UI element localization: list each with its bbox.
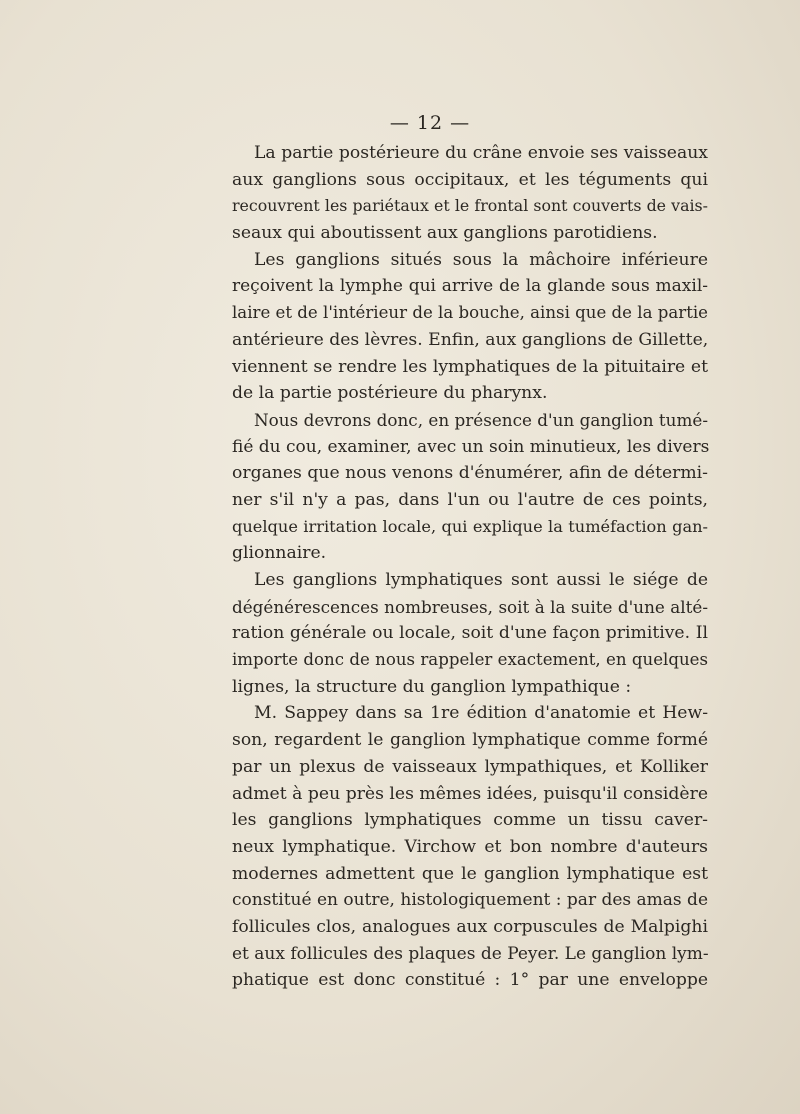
text-line: Les ganglions situés sous la mâchoire inférieure xyxy=(254,249,708,270)
text-line: modernes admettent que le ganglion lymphatique est xyxy=(232,863,708,884)
text-line: viennent se rendre les lymphatiques de la pituitaire et xyxy=(232,356,708,377)
text-line: reçoivent la lymphe qui arrive de la glande sous maxil- xyxy=(232,276,708,297)
text-line: seaux qui aboutissent aux ganglions parotidiens. xyxy=(232,223,658,244)
text-line: de la partie postérieure du pharynx. xyxy=(232,383,548,404)
text-line: aux ganglions sous occipitaux, et les téguments qui xyxy=(232,169,708,190)
text-line: quelque irritation locale, qui explique la tuméfaction gan- xyxy=(232,516,708,536)
page-number: — 12 — xyxy=(389,112,471,134)
text-line: recouvrent les pariétaux et le frontal sont couverts de vais- xyxy=(232,196,708,216)
text-line: par un plexus de vaisseaux lympathiques, et Kolliker xyxy=(232,756,708,777)
text-line: M. Sappey dans sa 1re édition d'anatomie et Hew- xyxy=(254,703,708,724)
text-line: dégénérescences nombreuses, soit à la suite d'une alté- xyxy=(232,596,708,617)
text-line: les ganglions lymphatiques comme un tissu caver- xyxy=(232,810,708,831)
text-line: ner s'il n'y a pas, dans l'un ou l'autre de ces points, xyxy=(232,489,708,510)
text-line: son, regardent le ganglion lymphatique comme formé xyxy=(232,730,708,751)
text-line: glionnaire. xyxy=(232,543,327,564)
text-line: admet à peu près les mêmes idées, puisqu'il considère xyxy=(232,783,708,804)
text-line: neux lymphatique. Virchow et bon nombre d'auteurs xyxy=(232,836,708,857)
text-line: importe donc de nous rappeler exactement, en quelques xyxy=(232,650,708,670)
text-line: follicules clos, analogues aux corpuscules de Malpighi xyxy=(232,916,708,937)
text-line: fié du cou, examiner, avec un soin minutieux, les divers xyxy=(232,436,710,457)
text-line: La partie postérieure du crâne envoie ses vaisseaux xyxy=(254,143,708,163)
text-line: constitué en outre, histologiquement : par des amas de xyxy=(232,890,708,911)
text-line: organes que nous venons d'énumérer, afin de détermi- xyxy=(232,463,708,484)
text-line: phatique est donc constitué : 1° par une enveloppe xyxy=(232,970,708,991)
text-line: ration générale ou locale, soit d'une façon primitive. Il xyxy=(232,623,708,644)
text-line: laire et de l'intérieur de la bouche, ainsi que de la partie xyxy=(232,303,708,323)
text-line: Les ganglions lymphatiques sont aussi le siége de xyxy=(254,570,708,590)
text-line: antérieure des lèvres. Enfin, aux ganglions de Gillette, xyxy=(232,329,709,350)
text-line: et aux follicules des plaques de Peyer. Le ganglion lym- xyxy=(232,943,709,964)
text-line: Nous devrons donc, en présence d'un ganglion tumé- xyxy=(254,409,708,430)
text-line: lignes, la structure du ganglion lympathique : xyxy=(232,676,632,697)
body-text xyxy=(232,140,708,994)
